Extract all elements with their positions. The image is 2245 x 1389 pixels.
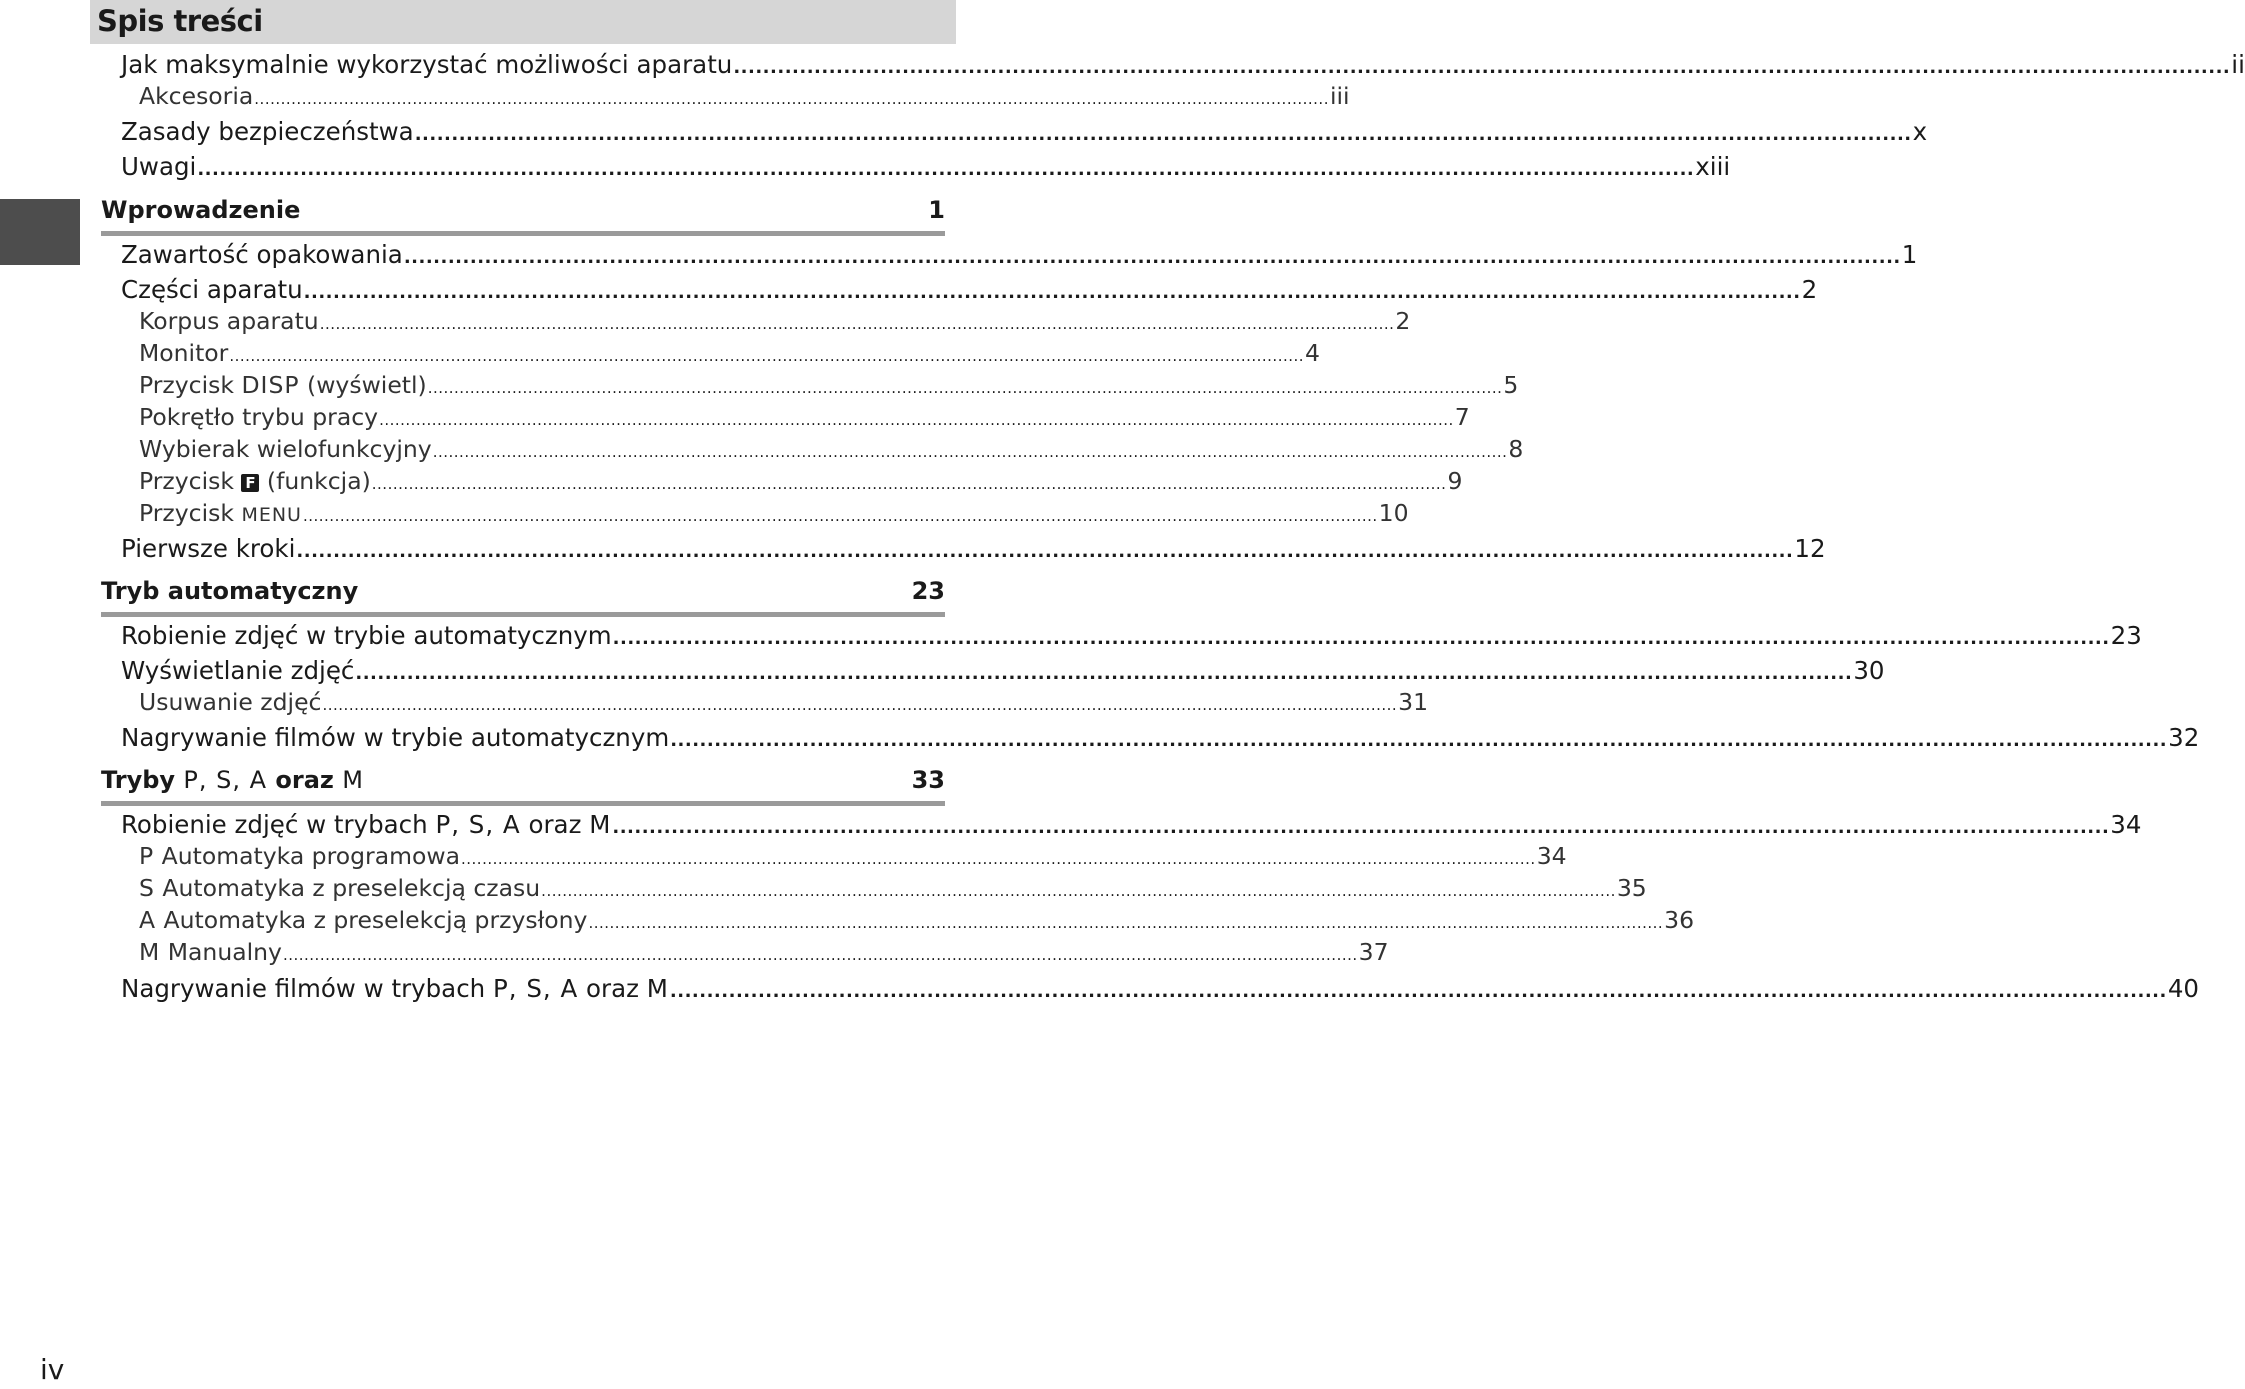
section-divider — [101, 801, 945, 806]
label-text: Przycisk — [139, 467, 242, 495]
toc-entry[interactable] — [0, 723, 2200, 757]
toc-entry-page: ii — [2231, 50, 2245, 79]
toc-entry-page: x — [1912, 117, 1928, 146]
mode-letter: M — [646, 974, 669, 1003]
toc-leader: ............................................................................................................................................................................................................ — [670, 730, 2168, 751]
label-text: oraz — [267, 766, 343, 794]
toc-entry[interactable] — [0, 50, 2245, 84]
toc-leader: ............................................................................................................................................................................................................ — [197, 159, 1695, 180]
page-title: Spis treści — [97, 4, 263, 38]
toc-entry-label — [121, 974, 669, 1003]
toc-entry-page: 12 — [1794, 534, 1826, 563]
mode-letter: M — [342, 766, 364, 794]
toc-entry[interactable] — [0, 810, 2142, 844]
toc-entry-label: Akcesoria — [139, 82, 254, 110]
toc-entry-page: 34 — [2110, 810, 2142, 839]
toc-leader: ............................................................................................................................................................................................................ — [229, 347, 1305, 365]
toc-entry-page: 8 — [1508, 435, 1524, 463]
toc-subentry[interactable] — [0, 403, 1470, 437]
toc-entry[interactable] — [0, 656, 1885, 690]
label-text: Tryby — [101, 766, 184, 794]
section-divider — [101, 231, 945, 236]
mode-letter: M — [589, 810, 612, 839]
toc-entry-label: Wybierak wielofunkcyjny — [139, 435, 432, 463]
toc-entry-label: Zasady bezpieczeństwa — [121, 117, 414, 146]
section-title — [101, 766, 364, 794]
toc-entry-page: 35 — [1616, 874, 1647, 902]
mode-letters: P, S, A — [493, 974, 579, 1003]
toc-leader: ............................................................................................................................................................................................................ — [282, 946, 1358, 964]
toc-entry-page: 2 — [1395, 307, 1411, 335]
toc-leader: ............................................................................................................................................................................................................ — [303, 282, 1801, 303]
toc-entry-page: 36 — [1664, 906, 1695, 934]
toc-entry[interactable] — [0, 117, 1928, 151]
toc-entry-label — [139, 467, 371, 495]
toc-entry-label: Nagrywanie filmów w trybie automatycznym — [121, 723, 670, 752]
toc-leader: ............................................................................................................................................................................................................ — [669, 981, 2167, 1002]
mode-letters: P, S, A — [183, 766, 268, 794]
section-divider — [101, 612, 945, 617]
toc-leader: ............................................................................................................................................................................................................ — [322, 696, 1398, 714]
menu-button-glyph: MENU — [241, 504, 302, 526]
toc-section-heading[interactable] — [101, 196, 945, 230]
toc-leader: ............................................................................................................................................................................................................ — [414, 124, 1912, 145]
toc-leader: ............................................................................................................................................................................................................ — [588, 914, 1664, 932]
toc-entry-page: 9 — [1447, 467, 1463, 495]
toc-entry-label — [139, 874, 540, 902]
toc-leader: ............................................................................................................................................................................................................ — [254, 90, 1329, 108]
toc-subentry[interactable] — [0, 938, 1389, 972]
toc-entry-label: Uwagi — [121, 152, 197, 181]
toc-leader: ............................................................................................................................................................................................................ — [296, 541, 1794, 562]
toc-leader: ............................................................................................................................................................................................................ — [541, 882, 1616, 900]
mode-letter: S — [139, 874, 155, 902]
toc-subentry[interactable] — [0, 906, 1695, 940]
toc-entry-page: 1 — [1901, 240, 1918, 269]
toc-entry-label: Wyświetlanie zdjęć — [121, 656, 355, 685]
label-text: Automatyka z preselekcją przysłony — [156, 906, 588, 934]
toc-subentry[interactable] — [0, 874, 1647, 908]
toc-entry-label — [139, 842, 460, 870]
toc-entry-page: 32 — [2168, 723, 2200, 752]
toc-entry-label: Pierwsze kroki — [121, 534, 296, 563]
toc-leader: ............................................................................................................................................................................................................ — [371, 475, 1447, 493]
toc-leader: ............................................................................................................................................................................................................ — [612, 817, 2110, 838]
section-title: Tryb automatyczny — [101, 577, 359, 605]
disp-button-glyph: DISP — [241, 371, 300, 399]
toc-leader: ............................................................................................................................................................................................................ — [355, 663, 1853, 684]
toc-subentry[interactable] — [0, 307, 1411, 341]
toc-entry[interactable] — [0, 275, 1818, 309]
mode-letter: A — [139, 906, 157, 934]
toc-leader: ............................................................................................................................................................................................................ — [733, 57, 2231, 78]
label-text: Manualny — [160, 938, 282, 966]
toc-entry-page: 31 — [1398, 688, 1429, 716]
section-page: 33 — [911, 766, 945, 794]
toc-subentry[interactable] — [0, 435, 1524, 469]
toc-entry-page: 10 — [1378, 499, 1409, 527]
toc-entry[interactable] — [0, 152, 1731, 186]
toc-entry-page: 37 — [1358, 938, 1389, 966]
toc-entry-label — [139, 499, 302, 527]
toc-entry-page: 34 — [1536, 842, 1567, 870]
toc-entry-label: Jak maksymalnie wykorzystać możliwości aparatu — [121, 50, 733, 79]
toc-entry-page: 2 — [1801, 275, 1818, 304]
mode-letter: P — [139, 842, 155, 870]
toc-entry-label — [139, 906, 587, 934]
label-text: Nagrywanie filmów w trybach — [121, 974, 493, 1003]
section-title: Wprowadzenie — [101, 196, 301, 224]
label-text: Automatyka z preselekcją czasu — [154, 874, 541, 902]
toc-entry-label: Usuwanie zdjęć — [139, 688, 322, 716]
label-text: (wyświetl) — [299, 371, 427, 399]
label-text: Robienie zdjęć w trybach — [121, 810, 436, 839]
label-text: Przycisk — [139, 371, 242, 399]
label-text: Automatyka programowa — [154, 842, 460, 870]
label-text: oraz — [520, 810, 590, 839]
toc-entry[interactable] — [0, 621, 2142, 655]
mode-letters: P, S, A — [435, 810, 521, 839]
label-text: Przycisk — [139, 499, 242, 527]
label-text: oraz — [578, 974, 647, 1003]
toc-entry-label — [121, 810, 611, 839]
toc-leader: ............................................................................................................................................................................................................ — [302, 507, 1378, 525]
toc-entry-label: Robienie zdjęć w trybie automatycznym — [121, 621, 612, 650]
label-text: (funkcja) — [259, 467, 371, 495]
toc-entry[interactable] — [0, 240, 1918, 274]
toc-entry-page: 30 — [1853, 656, 1885, 685]
toc-subentry[interactable] — [0, 688, 1429, 722]
toc-subentry[interactable] — [0, 499, 1409, 533]
toc-subentry[interactable] — [0, 339, 1320, 373]
toc-entry-label — [139, 371, 427, 399]
section-page: 23 — [911, 577, 945, 605]
toc-entry-label — [139, 938, 282, 966]
toc-entry-page: 23 — [2110, 621, 2142, 650]
toc-entry-page: 7 — [1454, 403, 1470, 431]
section-page: 1 — [928, 196, 945, 224]
toc-entry-label: Części aparatu — [121, 275, 303, 304]
toc-section-heading[interactable] — [101, 766, 945, 800]
toc-entry-page: xiii — [1695, 152, 1731, 181]
toc-entry[interactable] — [0, 974, 2200, 1008]
toc-entry[interactable] — [0, 534, 1826, 568]
toc-entry-page: 5 — [1503, 371, 1519, 399]
toc-entry-label: Pokrętło trybu pracy — [139, 403, 379, 431]
toc-subentry[interactable] — [0, 467, 1463, 501]
toc-entry-page: 40 — [2167, 974, 2200, 1003]
toc-leader: ............................................................................................................................................................................................................ — [612, 628, 2110, 649]
toc-entry-label: Monitor — [139, 339, 229, 367]
toc-subentry[interactable] — [0, 842, 1567, 876]
toc-leader: ............................................................................................................................................................................................................ — [461, 850, 1536, 868]
toc-leader: ............................................................................................................................................................................................................ — [403, 247, 1901, 268]
mode-letter: M — [139, 938, 161, 966]
toc-leader: ............................................................................................................................................................................................................ — [319, 315, 1395, 333]
toc-subentry[interactable] — [0, 371, 1519, 405]
toc-leader: ............................................................................................................................................................................................................ — [432, 443, 1508, 461]
toc-entry-page: iii — [1329, 82, 1350, 110]
page-number: iv — [40, 1353, 65, 1386]
toc-leader: ............................................................................................................................................................................................................ — [427, 379, 1503, 397]
f-button-icon: F — [241, 474, 259, 492]
toc-entry-page: 4 — [1305, 339, 1320, 367]
toc-entry-label: Korpus aparatu — [139, 307, 319, 335]
toc-subentry[interactable] — [0, 82, 1350, 116]
toc-leader: ............................................................................................................................................................................................................ — [379, 411, 1454, 429]
toc-section-heading[interactable] — [101, 577, 945, 611]
toc-entry-label: Zawartość opakowania — [121, 240, 403, 269]
